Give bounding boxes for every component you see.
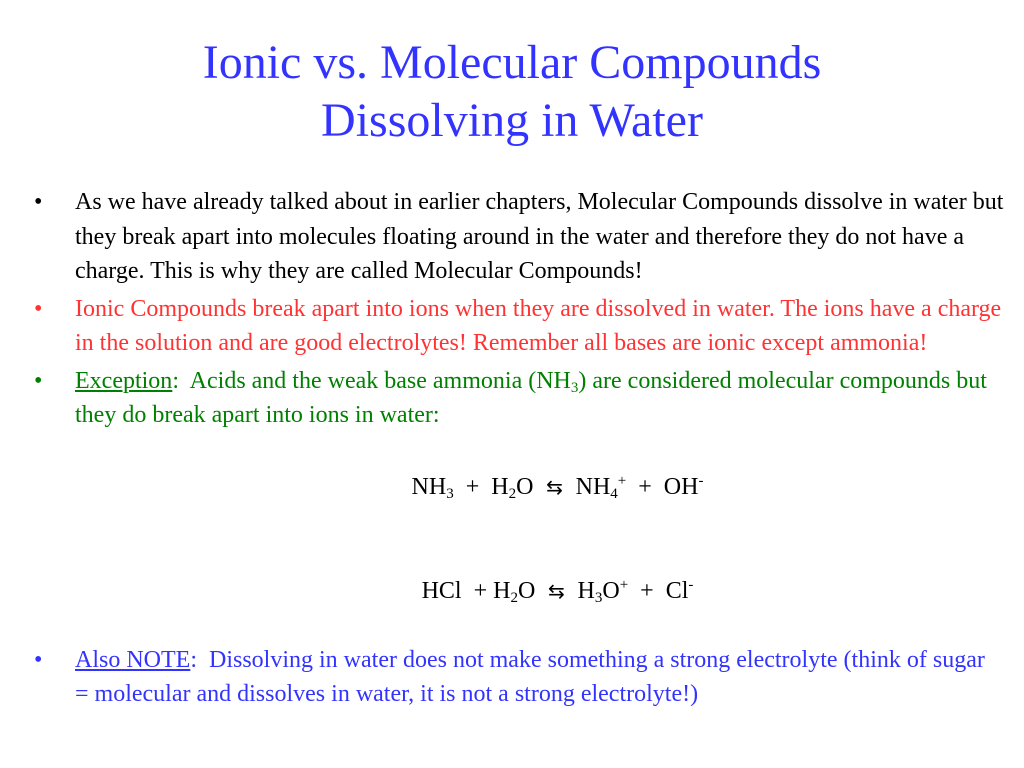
plus-sign: +	[453, 474, 492, 500]
superscript: +	[617, 473, 627, 489]
also-note-label: Also NOTE	[75, 646, 191, 673]
subscript: 3	[446, 486, 454, 502]
plus-sign: +	[626, 474, 664, 500]
bullet-exception	[34, 364, 1004, 433]
subscript: 2	[510, 589, 518, 606]
formula-h2o-end: O	[516, 474, 534, 500]
equation-hcl	[34, 539, 1004, 643]
exception-label: Exception	[75, 367, 173, 394]
formula-h2o: H	[491, 474, 509, 500]
bullet-molecular	[34, 185, 1004, 289]
also-note-colon: :	[190, 646, 197, 673]
bullet-marker: •	[34, 646, 43, 673]
bullet-also-note	[34, 643, 1004, 712]
bullet-marker: •	[34, 295, 43, 322]
equation-ammonia	[34, 436, 1004, 540]
subscript: 2	[508, 486, 517, 502]
formula-h3o-end: O	[602, 577, 620, 604]
equilibrium-arrow-icon: ⇆	[535, 578, 578, 603]
formula-h3o: H	[577, 577, 595, 604]
bullet-text-a: Acids and the weak base ammonia (NH	[178, 367, 571, 394]
subscript: 3	[570, 379, 579, 396]
superscript: -	[698, 473, 704, 489]
bullet-text-b: ) are considered molecular compounds but they do break apart into ions in water:	[75, 367, 987, 428]
bullet-marker: •	[34, 367, 43, 394]
bullet-marker: •	[34, 189, 43, 215]
title-line-1: Ionic vs. Molecular Compounds	[202, 36, 822, 89]
formula-nh4: NH	[575, 474, 611, 500]
formula-oh: OH	[663, 474, 699, 500]
equilibrium-arrow-icon: ⇆	[533, 475, 576, 499]
subscript: 3	[594, 589, 603, 606]
title-line-2: Dissolving in Water	[321, 94, 703, 147]
slide-title	[0, 34, 1024, 150]
formula-h2o-end: O	[517, 577, 536, 604]
superscript: -	[688, 576, 694, 593]
plus-sign: +	[628, 577, 666, 604]
slide-body	[34, 185, 1004, 715]
subscript: 4	[610, 486, 618, 502]
formula-hcl: HCl	[421, 577, 462, 604]
bullet-text: Dissolving in water does not make something a strong electrolyte (think of sugar = molecular and dissolves in water, it is not a strong electrolyte!)	[75, 646, 991, 707]
bullet-text: As we have already talked about in earlier chapters, Molecular Compounds dissolve in water but they break apart into molecules floating around in the water and therefore they do not have a charge. This is why they are called Molecular Compounds!	[75, 189, 1004, 284]
formula-h2o: H	[493, 577, 511, 604]
formula-cl: Cl	[665, 577, 689, 604]
exception-colon: :	[172, 367, 179, 394]
superscript: +	[619, 576, 629, 593]
plus-sign: +	[461, 577, 494, 604]
formula-nh3: NH	[411, 474, 447, 500]
bullet-text: Ionic Compounds break apart into ions when they are dissolved in water. The ions have a charge in the solution and are good electrolytes! Remember all bases are ionic except ammonia!	[75, 295, 1002, 356]
bullet-ionic	[34, 292, 1004, 361]
